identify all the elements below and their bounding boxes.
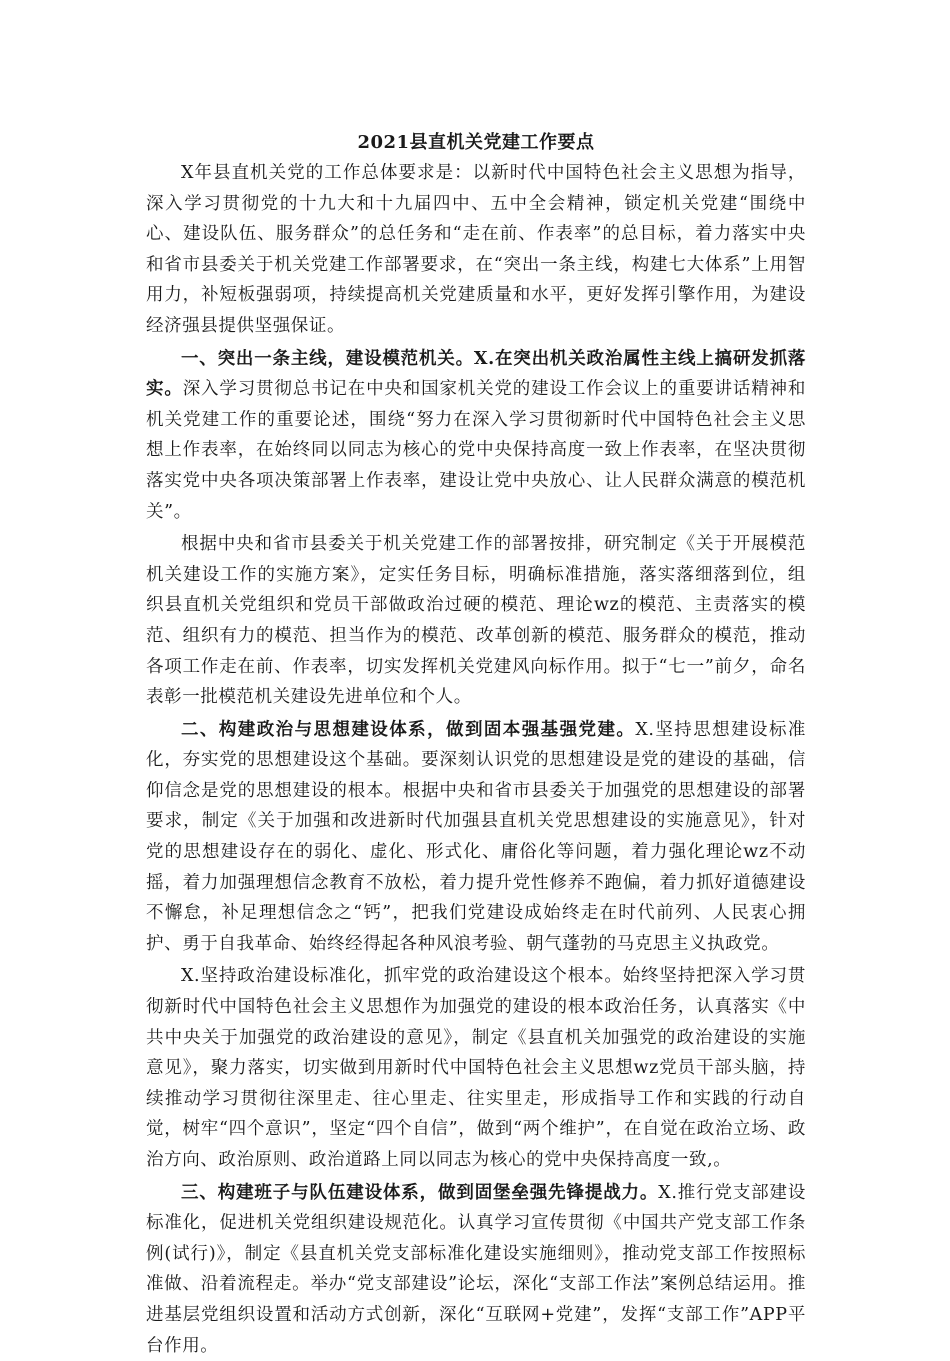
section-heading: 二、构建政治与思想建设体系，做到固本强基强党建。 <box>181 719 636 740</box>
paragraph-section-3 <box>146 1178 806 1361</box>
section-heading: 三、构建班子与队伍建设体系，做到固堡垒强先锋提战力。 <box>181 1182 659 1203</box>
paragraph-section-2-detail <box>146 961 806 1175</box>
paragraph-text: X.坚持政治建设标准化，抓牢党的政治建设这个根本。始终坚持把深入学习贯彻新时代中国特色社会主义思想作为加强党的建设的根本政治任务，认真落实《中共中央关于加强党的政治建设的意见》，制定《县直机关加强党的政治建设的实施意见》，聚力落实，切实做到用新时代中国特色社会主义思想wz党员干部头脑，持续推动学习贯彻往深里走、往心里走、往实里走，形成指导工作和实践的行动自觉，树牢“四个意识”，坚定“四个自信”，做到“两个维护”，在自觉在政治立场、政治方向、政治原则、政治道路上同以同志为核心的党中央保持高度一致,。 <box>146 966 806 1170</box>
section-heading: 一、突出一条主线，建设模范机关。X.在突出机关政治属性主线上搞研发抓落实。 <box>146 348 806 400</box>
paragraph-section-1-detail <box>146 529 806 713</box>
paragraph-section-2 <box>146 715 806 960</box>
document-title: 2021县直机关党建工作要点 <box>357 132 595 153</box>
paragraph-text: 根据中央和省市县委关于机关党建工作的部署按排，研究制定《关于开展模范机关建设工作的实施方案》，定实任务目标，明确标准措施，落实落细落到位，组织县直机关党组织和党员干部做政治过硬的模范、理论wz的模范、主责落实的模范、组织有力的模范、担当作为的模范、改革创新的模范、服务群众的模范，推动各项工作走在前、作表率，切实发挥机关党建风向标作用。拟于“七一”前夕，命名表彰一批模范机关建设先进单位和个人。 <box>146 534 806 708</box>
paragraph-text: X.坚持思想建设标准化，夯实党的思想建设这个基础。要深刻认识党的思想建设是党的建设的基础，信仰信念是党的思想建设的根本。根据中央和省市县委关于加强党的思想建设的部署要求，制定《关于加强和改进新时代加强县直机关党思想建设的实施意见》，针对党的思想建设存在的弱化、虚化、形式化、庸俗化等问题，着力强化理论wz不动摇，着力加强理想信念教育不放松，着力提升党性修养不跑偏，着力抓好道德建设不懈怠，补足理想信念之“钙”，把我们党建设成始终走在时代前列、人民衷心拥护、勇于自我革命、始终经得起各种风浪考验、朝气蓬勃的马克思主义执政党。 <box>146 719 806 954</box>
document-body <box>146 130 806 1361</box>
paragraph-intro <box>146 158 806 342</box>
paragraph-text: X.推行党支部建设标准化，促进机关党组织建设规范化。认真学习宣传贯彻《中国共产党支部工作条例(试行)》，制定《县直机关党支部标准化建设实施细则》，推动党支部工作按照标准做、沿着流程走。举办“党支部建设”论坛，深化“支部工作法”案例总结运用。推进基层党组织设置和活动方式创新，深化“互联网+党建”，发挥“支部工作”APP平台作用。 <box>146 1182 806 1356</box>
paragraph-text: 深入学习贯彻总书记在中央和国家机关党的建设工作会议上的重要讲话精神和机关党建工作的重要论述，围绕“努力在深入学习贯彻新时代中国特色社会主义思想上作表率，在始终同以同志为核心的党中央保持高度一致上作表率，在坚决贯彻落实党中央各项决策部署上作表率，建设让党中央放心、让人民群众满意的模范机关”。 <box>146 379 806 522</box>
paragraph-text: X年县直机关党的工作总体要求是：以新时代中国特色社会主义思想为指导，深入学习贯彻党的十九大和十九届四中、五中全会精神，锁定机关党建“围绕中心、建设队伍、服务群众”的总任务和“走在前、作表率”的总目标，着力落实中央和省市县委关于机关党建工作部署要求，在“突出一条主线，构建七大体系”上用智用力，补短板强弱项，持续提高机关党建质量和水平，更好发挥引擎作用，为建设经济强县提供坚强保证。 <box>146 163 806 336</box>
paragraph-section-1 <box>146 344 806 528</box>
